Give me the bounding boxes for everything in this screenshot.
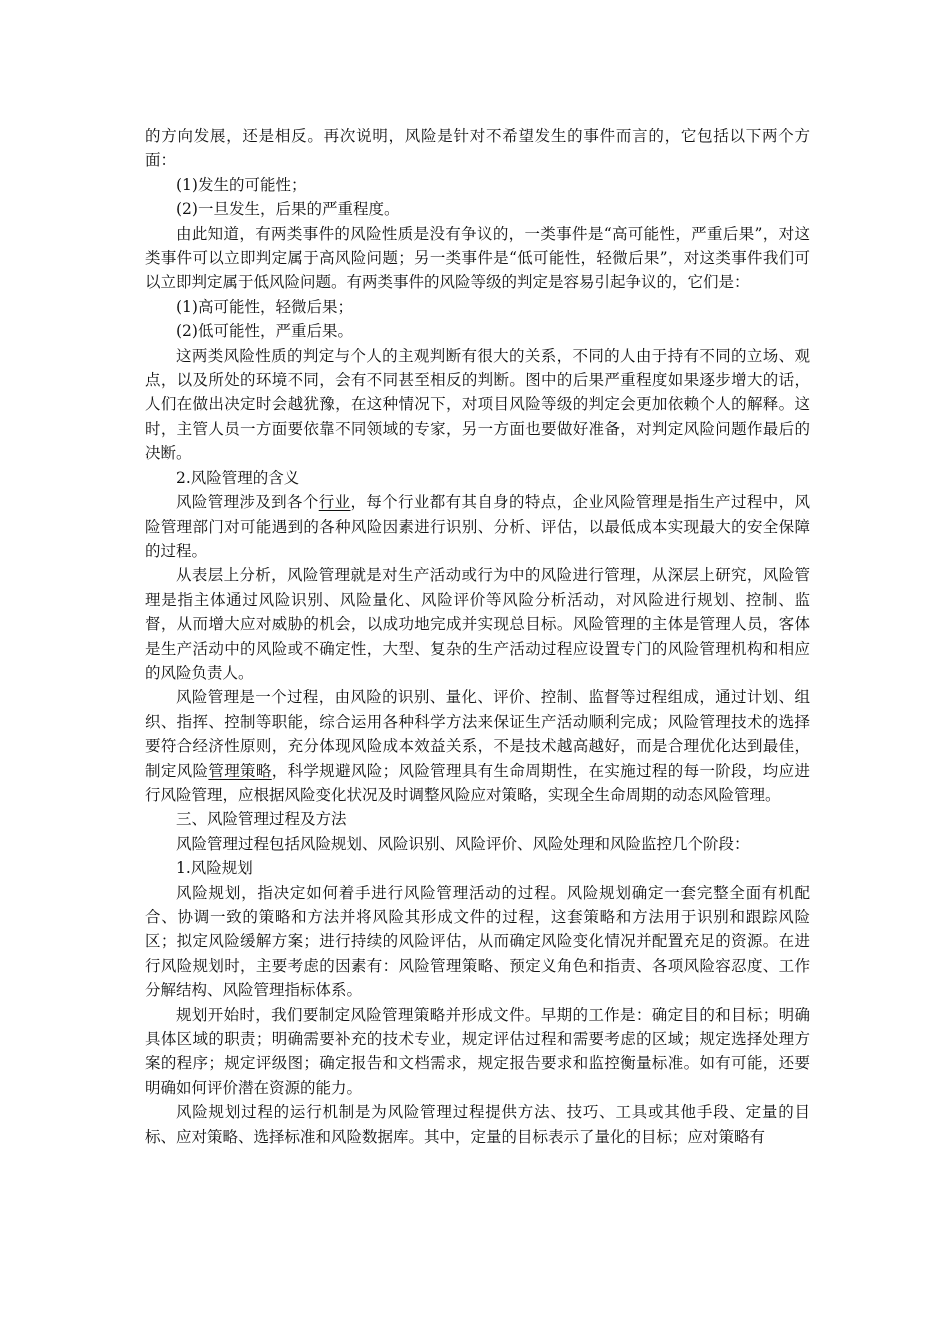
section-heading-process-and-methods: 三、风险管理过程及方法 <box>176 810 347 829</box>
section-heading-risk-planning: 1.风险规划 <box>176 859 253 878</box>
paragraph-risk-management-definition: 风险管理涉及到各个行业，每个行业都有其自身的特点，企业风险管理是指生产过程中，风险管理部门对可能遇到的各种风险因素进行识别、分析、评估，以最低成本实现最大的安全保障的过程。 <box>145 493 810 560</box>
list-item-low-possibility: (2)低可能性，严重后果。 <box>176 322 353 341</box>
paragraph-surface-analysis: 从表层上分析，风险管理就是对生产活动或行为中的风险进行管理，从深层上研究，风险管理是指主体通过风险识别、风险量化、风险评价等风险分析活动，对风险进行规划、控制、监督，从而增大应对威胁的机会，以成功地完成并实现总目标。风险管理的主体是管理人员，客体是生产活动中的风险或不确定性，大型、复杂的生产活动过程应设置专门的风险管理机构和相应的风险负责人。 <box>145 566 810 682</box>
paragraph-risk-management-process: 风险管理是一个过程，由风险的识别、量化、评价、控制、监督等过程组成，通过计划、组织、指挥、控制等职能，综合运用各种科学方法来保证生产活动顺利完成；风险管理技术的选择要符合经济性原则，充分体现风险成本效益关系，不是技术越高越好，而是合理优化达到最佳，制定风险管理策略，科学规避风险；风险管理具有生命周期性，在实施过程的每一阶段，均应进行风险管理，应根据风险变化状况及时调整风险应对策略，实现全生命周期的动态风险管理。 <box>145 688 810 804</box>
paragraph-planning-mechanism: 风险规划过程的运行机制是为风险管理过程提供方法、技巧、工具或其他手段、定量的目标、应对策略、选择标准和风险数据库。其中，定量的目标表示了量化的目标；应对策略有 <box>145 1103 810 1146</box>
list-item-high-possibility: (1)高可能性，轻微后果； <box>176 297 353 316</box>
paragraph-subjective-judgement: 这两类风险性质的判定与个人的主观判断有很大的关系，不同的人由于持有不同的立场、观点，以及所处的环境不同，会有不同甚至相反的判断。图中的后果严重程度如果逐步增大的话，人们在做出决定时会越犹豫，在这种情况下，对项目风险等级的判定会更加依赖个人的解释。这时，主管人员一方面要依靠不同领域的专家，另一方面也要做好准备，对判定风险问题作最后的决断。 <box>145 346 810 463</box>
section-heading-risk-management-meaning: 2.风险管理的含义 <box>176 468 300 487</box>
paragraph-1: 的方向发展，还是相反。再次说明，风险是针对不希望发生的事件而言的，它包括以下两个方面： <box>145 127 810 170</box>
list-item-severity: (2)一旦发生，后果的严重程度。 <box>176 200 400 219</box>
industry-link[interactable]: 行业 <box>318 493 351 512</box>
management-strategy-link[interactable]: 管理策略 <box>208 761 272 780</box>
list-item-possibility: (1)发生的可能性； <box>176 175 307 194</box>
paragraph-risk-planning: 风险规划，指决定如何着手进行风险管理活动的过程。风险规划确定一套完整全面有机配合、协调一致的策略和方法并将风险其形成文件的过程，这套策略和方法用于识别和跟踪风险区；拟定风险缓解方案；进行持续的风险评估，从而确定风险变化情况并配置充足的资源。在进行风险规划时，主要考虑的因素有：风险管理策略、预定义角色和指责、各项风险容忍度、工作分解结构、风险管理指标体系。 <box>145 883 810 1000</box>
paragraph-risk-categories: 由此知道，有两类事件的风险性质是没有争议的，一类事件是“高可能性，严重后果”，对这类事件可以立即判定属于高风险问题；另一类事件是“低可能性，轻微后果”，对这类事件我们可以立即判定属于低风险问题。有两类事件的风险等级的判定是容易引起争议的，它们是： <box>145 224 810 292</box>
paragraph-process-stages: 风险管理过程包括风险规划、风险识别、风险评价、风险处理和风险监控几个阶段： <box>176 834 750 853</box>
paragraph-planning-start: 规划开始时，我们要制定风险管理策略并形成文件。早期的工作是：确定目的和目标；明确具体区域的职责；明确需要补充的技术专业，规定评估过程和需要考虑的区域；规定选择处理方案的程序；规定评级图；确定报告和文档需求，规定报告要求和监控衡量标准。如有可能，还要明确如何评价潜在资源的能力。 <box>145 1005 810 1097</box>
